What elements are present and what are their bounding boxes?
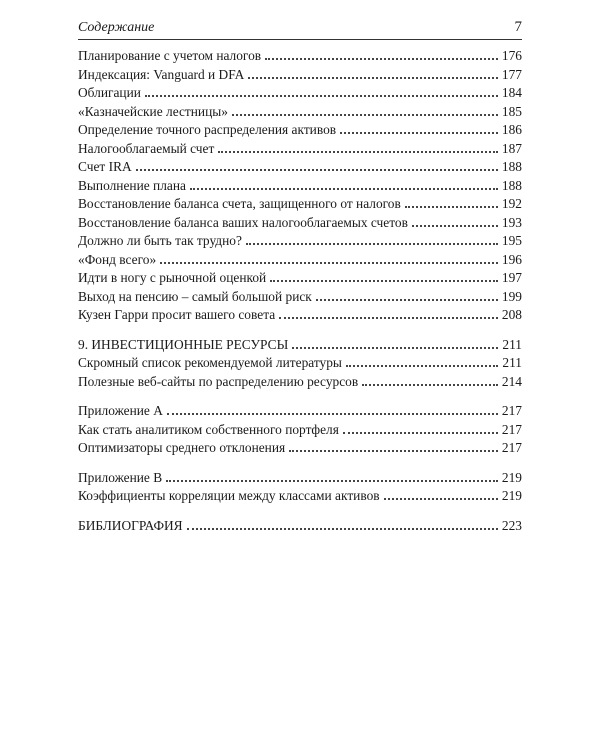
toc-entry-page: 188 xyxy=(501,159,522,174)
toc-entry xyxy=(78,487,522,506)
toc-chapter-entry xyxy=(78,336,522,355)
toc-entry-title: Восстановление баланса ваших налогооблагаемых счетов xyxy=(78,214,408,230)
toc-entry xyxy=(78,373,522,392)
toc-entry xyxy=(78,177,522,196)
toc-entry xyxy=(78,288,522,307)
toc-entry-page: 195 xyxy=(501,233,522,248)
toc-entry-page: 219 xyxy=(501,488,522,503)
toc-entry-title: БИБЛИОГРАФИЯ xyxy=(78,517,183,533)
toc-entry-page: 217 xyxy=(501,440,522,455)
dot-leader xyxy=(270,280,498,282)
toc-entry-page: 192 xyxy=(501,196,522,211)
toc-section-bibliography xyxy=(78,517,522,536)
toc-section-appendix-b xyxy=(78,469,522,506)
dot-leader xyxy=(343,432,498,434)
dot-leader xyxy=(167,413,498,415)
dot-leader xyxy=(384,498,498,500)
dot-leader xyxy=(248,77,498,79)
toc-entry-page: 217 xyxy=(501,421,522,437)
toc-entry-page: 176 xyxy=(501,48,522,63)
dot-leader xyxy=(246,243,498,245)
dot-leader xyxy=(316,299,498,301)
toc-chapter-entry xyxy=(78,402,522,421)
toc-entry-title: Облигации xyxy=(78,85,141,100)
dot-leader xyxy=(187,528,498,530)
toc-entry xyxy=(78,306,522,325)
toc-entry-page: 177 xyxy=(501,66,522,82)
toc-entry xyxy=(78,232,522,251)
toc-entry xyxy=(78,103,522,122)
dot-leader xyxy=(145,95,498,97)
toc-entry-title: Счет IRA xyxy=(78,159,132,174)
toc-entry-title: Полезные веб-сайты по распределению ресурсов xyxy=(78,373,359,389)
toc-entry-title: Должно ли быть так трудно? xyxy=(78,233,242,248)
toc-entry-title: 9. ИНВЕСТИЦИОННЫЕ РЕСУРСЫ xyxy=(78,336,289,352)
toc-entry xyxy=(78,195,522,214)
running-head: Содержание xyxy=(78,20,155,35)
toc-entry-title: Кузен Гарри просит вашего совета xyxy=(78,307,276,322)
toc-entry xyxy=(78,269,522,288)
dot-leader xyxy=(166,480,498,482)
toc-entry xyxy=(78,121,522,140)
toc-entry xyxy=(78,140,522,159)
toc-entry-page: 196 xyxy=(501,251,522,267)
toc-entry xyxy=(78,421,522,440)
toc-chapter-entry xyxy=(78,469,522,488)
toc-entry xyxy=(78,66,522,85)
toc-entry-title: Определение точного распределения активов xyxy=(78,122,337,137)
toc-entry-title: Выполнение плана xyxy=(78,177,186,193)
toc-entry-title: Налогооблагаемый счет xyxy=(78,140,215,156)
dot-leader xyxy=(265,58,498,60)
dot-leader xyxy=(340,132,498,134)
toc-entry-page: 186 xyxy=(501,122,522,137)
page-header xyxy=(78,14,522,40)
dot-leader xyxy=(362,384,498,386)
toc-entry-title: «Казначейские лестницы» xyxy=(78,103,228,119)
toc-entry-title: Идти в ногу с рыночной оценкой xyxy=(78,270,267,285)
toc-entry xyxy=(78,251,522,270)
toc-entry-page: 185 xyxy=(501,103,522,119)
toc-entry-page: 211 xyxy=(502,336,522,352)
toc-entry-page: 208 xyxy=(501,307,522,322)
toc-section-appendix-a xyxy=(78,402,522,458)
dot-leader xyxy=(160,262,498,264)
toc-entry-page: 193 xyxy=(501,214,522,230)
toc-section-chapter-9 xyxy=(78,336,522,392)
toc-entry-page: 188 xyxy=(501,177,522,193)
toc-entry-title: Оптимизаторы среднего отклонения xyxy=(78,440,286,455)
toc-entry-page: 214 xyxy=(501,373,522,389)
toc-entry-title: Приложение А xyxy=(78,403,163,418)
toc-entry-title: Индексация: Vanguard и DFA xyxy=(78,66,245,82)
toc-entry xyxy=(78,84,522,103)
dot-leader xyxy=(346,365,498,367)
toc-entry-title: «Фонд всего» xyxy=(78,251,157,267)
toc-entry xyxy=(78,158,522,177)
dot-leader xyxy=(136,169,498,171)
toc-entry-page: 223 xyxy=(501,517,522,533)
toc-entry-page: 187 xyxy=(501,140,522,156)
toc-entry xyxy=(78,214,522,233)
page-number: 7 xyxy=(514,19,522,35)
dot-leader xyxy=(405,206,498,208)
dot-leader xyxy=(190,188,498,190)
toc-entry-title: Приложение В xyxy=(78,469,163,485)
toc-entry-page: 184 xyxy=(501,85,522,100)
toc-entry-page: 199 xyxy=(501,288,522,304)
dot-leader xyxy=(232,114,498,116)
toc-entry xyxy=(78,354,522,373)
toc-entry-title: Скромный список рекомендуемой литературы xyxy=(78,355,342,370)
toc-entry xyxy=(78,47,522,66)
toc-entry-title: Коэффициенты корреляции между классами активов xyxy=(78,488,380,503)
toc-entry-page: 219 xyxy=(501,469,522,485)
table-of-contents xyxy=(78,47,522,546)
dot-leader xyxy=(279,317,498,319)
dot-leader xyxy=(292,347,498,349)
toc-entry-title: Как стать аналитиком собственного портфеля xyxy=(78,421,339,437)
toc-entry-title: Планирование с учетом налогов xyxy=(78,48,262,63)
toc-entry xyxy=(78,439,522,458)
dot-leader xyxy=(289,450,498,452)
toc-entry-page: 217 xyxy=(501,403,522,418)
toc-entry-page: 211 xyxy=(502,355,522,370)
toc-section-chapter-8-continued xyxy=(78,47,522,325)
toc-entry-page: 197 xyxy=(501,270,522,285)
dot-leader xyxy=(412,225,498,227)
toc-entry-title: Выход на пенсию – самый большой риск xyxy=(78,288,312,304)
toc-chapter-entry xyxy=(78,517,522,536)
toc-entry-title: Восстановление баланса счета, защищенного от налогов xyxy=(78,196,401,211)
dot-leader xyxy=(218,151,498,153)
